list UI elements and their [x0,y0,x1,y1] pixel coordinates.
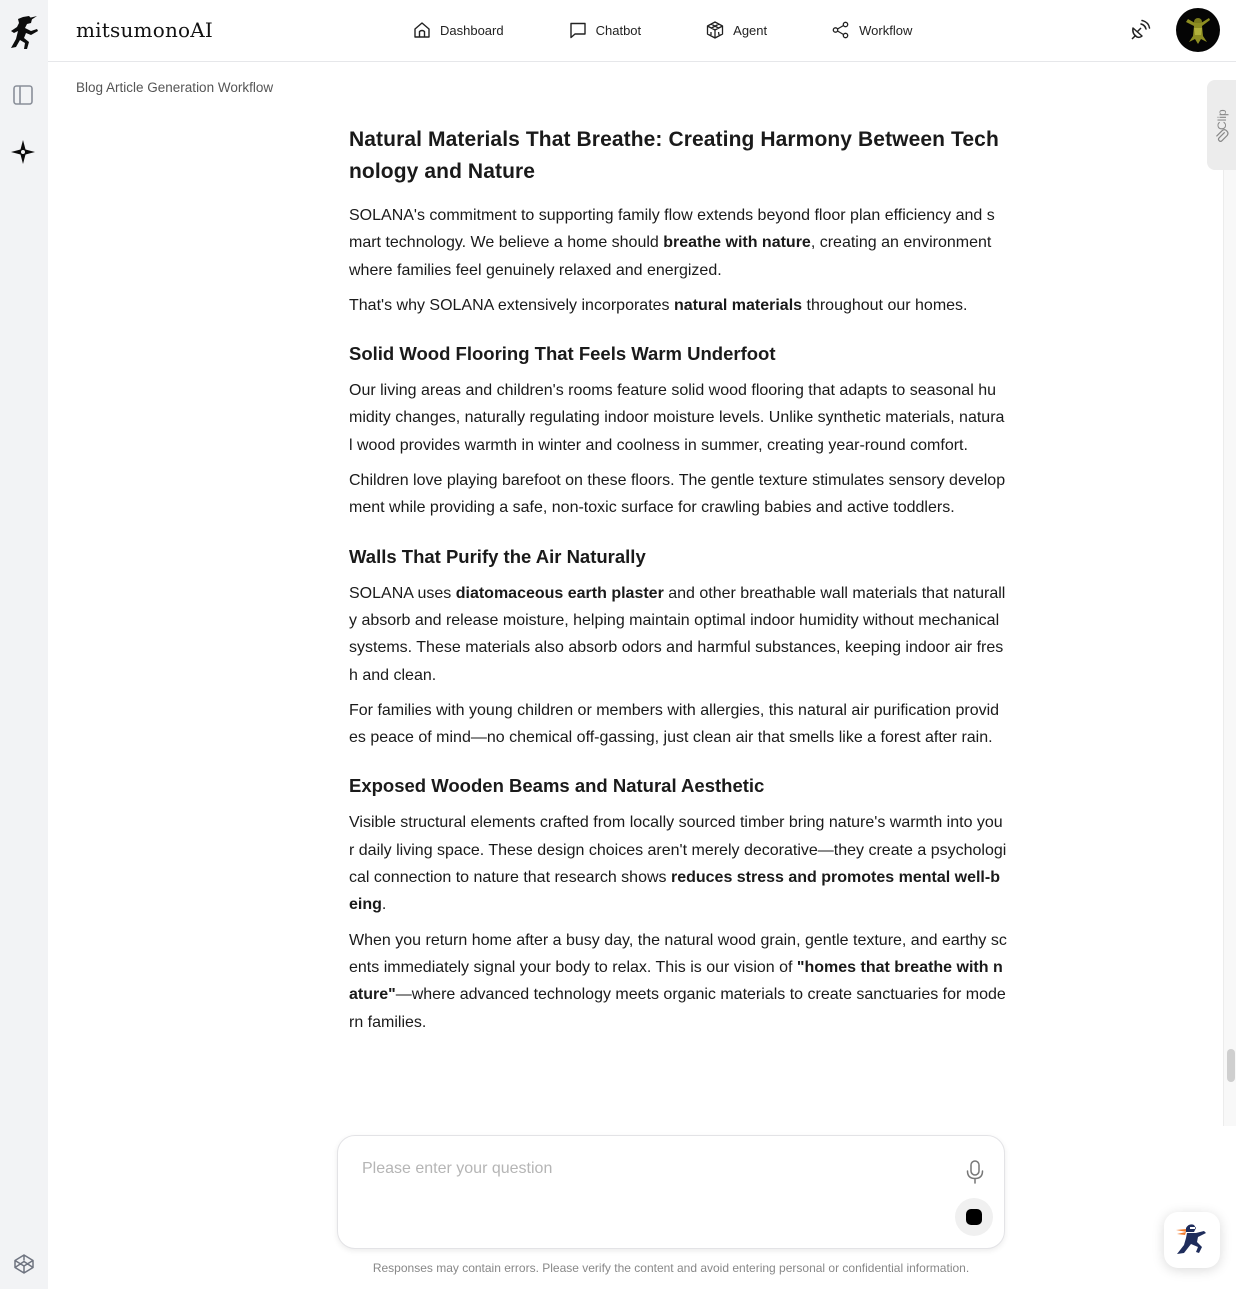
satellite-dish-icon[interactable] [1128,18,1152,42]
codepen-icon[interactable] [12,1252,36,1276]
text-run: throughout our homes. [802,296,968,314]
home-icon [412,20,432,40]
left-rail [0,0,48,1289]
text-run: Our living areas and children's rooms feature solid wood flooring that adapts to seasonal humidity changes, naturally regulating indoor moisture levels. Unlike synthetic materials, natural wood provides warmth in winter and coolness in summer, creating year-round comfort. [349,382,1005,454]
bold-text: diatomaceous earth plaster [455,584,664,602]
panel-toggle-icon[interactable] [12,84,34,106]
microphone-icon[interactable] [964,1159,986,1185]
nav-agent-label: Agent [733,22,768,38]
cube-icon [705,20,725,40]
stop-icon [966,1209,982,1225]
text-run: and other breathable wall materials that naturally absorb and release moisture, helping maintain optimal indoor humidity without mechanical systems. These materials also absorb odors and harmful substances, keeping indoor air fresh and clean. [349,584,1006,684]
chat-bubble-icon [568,20,588,40]
main-nav [412,0,912,60]
disclaimer: Responses may contain errors. Please verify the content and avoid entering personal or confidential information. [372,1261,970,1275]
bold-text: breathe with nature [663,234,811,252]
clip-tab[interactable] [1207,80,1236,170]
share-nodes-icon [831,20,851,40]
bold-text: natural materials [673,296,803,314]
assistant-fab[interactable] [1164,1212,1220,1268]
text-run: Visible structural elements crafted from locally sourced timber bring nature's warmth into your daily living space. These design choices aren't merely decorative—they create a psychological connection to nature that research shows [349,814,1007,887]
breadcrumb: Blog Article Generation Workflow [76,80,274,95]
text-run: SOLANA's commitment to supporting family flow extends beyond floor plan efficiency and smart technology. We believe a home should [349,207,995,252]
text-run: When you return home after a busy day, the natural wood grain, gentle texture, and earthy scents immediately signal your body to relax. This is our vision of [349,931,1007,976]
text-run: , creating an environment where families feel genuinely relaxed and energized. [349,234,992,279]
top-header [48,0,1236,62]
user-avatar[interactable] [1176,8,1220,52]
section-heading: Walls That Purify the Air Naturally [349,545,646,567]
bold-text: "homes that breathe with nature" [349,958,1003,1004]
paperclip-icon [1214,128,1229,143]
text-run: —where advanced technology meets organic materials to create sanctuaries for modern families. [349,986,1006,1031]
article-content [349,124,1007,1044]
nav-chatbot[interactable] [568,20,642,40]
article-paragraph [349,467,1007,522]
article-paragraph [349,697,1007,752]
article-sections [349,341,1007,1036]
text-run: . [381,896,387,914]
nav-dashboard-label: Dashboard [440,22,504,38]
avatar-figure-icon [1176,8,1220,52]
scrollbar-thumb[interactable] [1227,1049,1235,1082]
article-paragraph [349,377,1007,459]
question-input[interactable] [362,1156,922,1182]
ninja-logo-icon[interactable] [7,14,41,52]
article-paragraph [349,809,1007,918]
article-paragraph [349,202,1007,284]
article-intro [349,202,1007,319]
brand-name[interactable]: mitsumonoAI [76,18,214,42]
nav-dashboard[interactable] [412,20,504,40]
clip-label: Clip [1215,109,1229,130]
text-run: SOLANA uses [349,584,456,602]
section-heading: Solid Wood Flooring That Feels Warm Underfoot [349,343,776,365]
sparkle-icon[interactable] [10,139,36,165]
nav-workflow[interactable] [831,20,912,40]
nav-workflow-label: Workflow [859,22,913,38]
article-paragraph [349,292,1007,319]
scrollbar-track[interactable] [1223,170,1236,1126]
text-run: That's why SOLANA extensively incorporates [349,296,674,314]
chat-composer [337,1135,1005,1249]
text-run: Children love playing barefoot on these floors. The gentle texture stimulates sensory development while providing a safe, non-toxic surface for crawling babies and active toddlers. [349,472,1006,517]
nav-agent[interactable] [705,20,767,40]
article-title: Natural Materials That Breathe: Creating Harmony Between Technology and Nature [349,128,999,183]
ninja-mascot-icon [1172,1220,1212,1260]
stop-button[interactable] [955,1198,993,1236]
bold-text: reduces stress and promotes mental well-being [349,869,1000,914]
article-paragraph [349,927,1007,1036]
text-run: For families with young children or members with allergies, this natural air purification provides peace of mind—no chemical off-gassing, just clean air that smells like a forest after rain. [349,701,1000,747]
article-paragraph [349,580,1007,689]
section-heading: Exposed Wooden Beams and Natural Aesthetic [349,775,765,797]
nav-chatbot-label: Chatbot [595,22,642,38]
